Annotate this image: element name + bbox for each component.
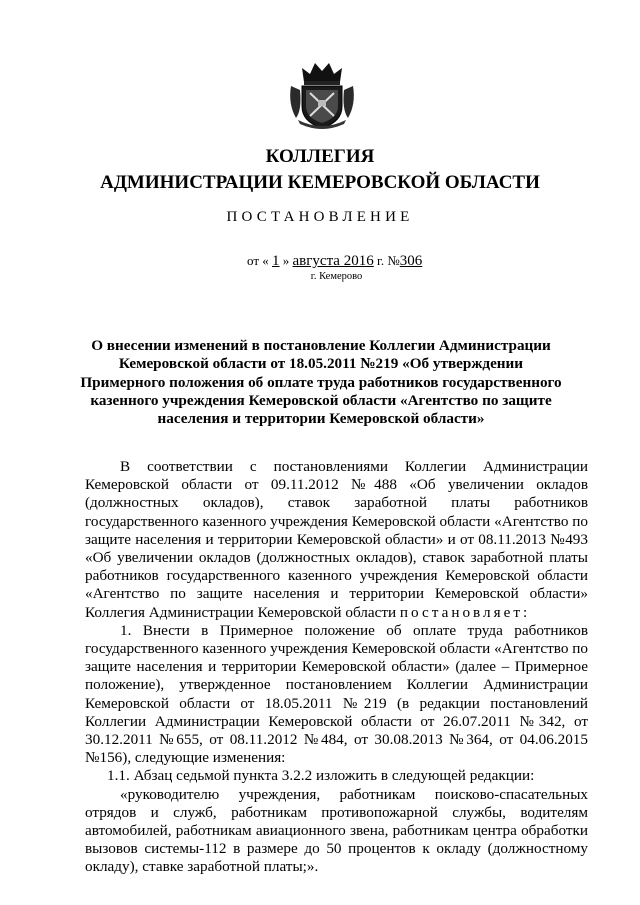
org-name-line1: КОЛЛЕГИЯ [265,146,375,167]
body-paragraph-1 [85,458,588,622]
body-paragraph-3: 1.1. Абзац седьмой пункта 3.2.2 изложить в следующей редакции: [107,767,535,785]
body-paragraph-2: 1. Внести в Примерное положение об оплате труда работников государственного казенного учреждения Кемеровской области «Агентство по защите населения и территории Кемеровской области» (далее – Примерное положение), утвержденное постановлением Коллегии Администрации Кемеровской области от 18.05.2011 №219 (в редакции постановлений Коллегии Администрации Кемеровской области от 26.07.2011 №342, от 30.12.2011 №655, от 08.11.2012 №484, от 30.08.2013 №364, от 04.06.2015 №156), следующие изменения: [85,621,588,767]
document-type-heading: ПОСТАНОВЛЕНИЕ [226,209,414,225]
date-suffix: г. [376,253,385,268]
document-date-number [247,253,422,270]
coat-of-arms-emblem [288,60,356,130]
date-month-year: августа 2016 [292,253,374,269]
document-number: 306 [399,253,423,269]
body-paragraph-4: «руководителю учреждения, работникам поисково-спасательных отрядов и служб, работникам противопожарной службы, водителям автомобилей, работникам авиационного звена, работникам центра обработки вызовов системы-112 в размере до 50 процентов к окладу (должностному окладу), ставке заработной платы;». [85,785,588,876]
date-prefix: от « [247,253,269,268]
date-mid: » [282,253,290,268]
date-day: 1 [272,253,280,269]
document-body [85,458,588,877]
org-name-line2: АДМИНИСТРАЦИИ КЕМЕРОВСКОЙ ОБЛАСТИ [100,172,540,193]
decree-keyword: постановляет: [399,603,531,621]
body-paragraph-1-text: В соответствии с постановлениями Коллегии Администрации Кемеровской области от 09.11.2012 №488 «Об увеличении окладов (должностных окладов), ставок заработной платы работников государственного казенного учреждения Кемеровской области «Агентство по защите населения и территории Кемеровской области» и от 08.11.2013 №493 «Об увеличении окладов (должностных окладов), ставок заработной платы работников государственного казенного учреждения Кемеровской области «Агентство по защите населения и территории Кемеровской области» Коллегия Администрации Кемеровской области [85,458,588,621]
number-label: № [387,253,400,268]
city-name: г. Кемерово [310,271,363,282]
document-title: О внесении изменений в постановление Коллегии Администрации Кемеровской области от 18.05.2011 №219 «Об утверждении Примерного положения об оплате труда работников государственного казенного учреждения Кемеровской области «Агентство по защите населения и территории Кемеровской области» [80,337,562,428]
